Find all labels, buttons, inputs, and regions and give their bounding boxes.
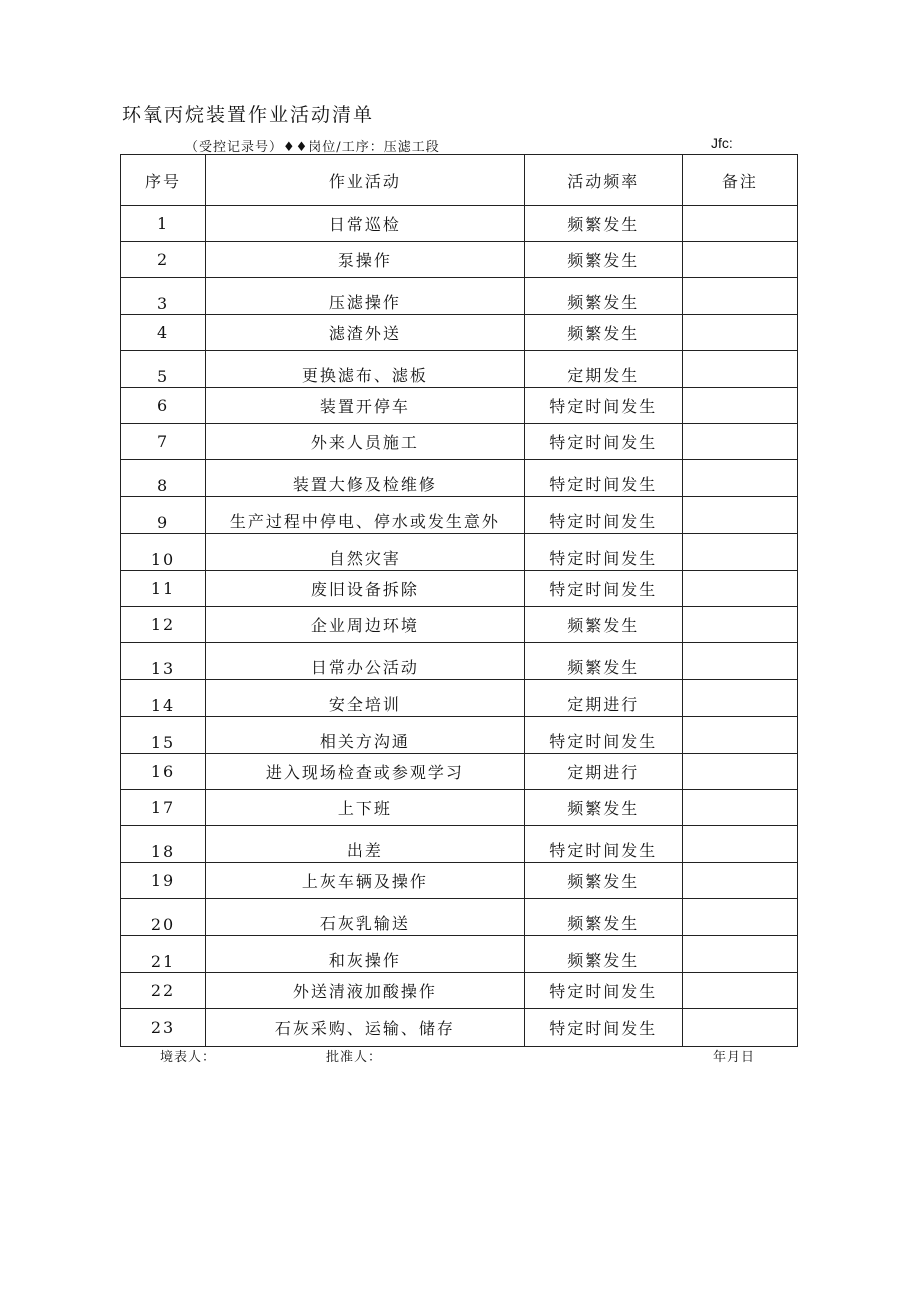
row-activity: 废旧设备拆除 <box>206 571 524 607</box>
table-header-row <box>121 155 798 206</box>
row-activity: 进入现场检查或参观学习 <box>206 754 524 790</box>
row-note <box>682 643 797 680</box>
table-row <box>121 571 798 607</box>
table-row <box>121 497 798 534</box>
row-no: 21 <box>121 936 206 973</box>
table-row <box>121 206 798 242</box>
row-note <box>682 497 797 534</box>
form-code: Jfc: <box>711 135 733 151</box>
table-row <box>121 351 798 388</box>
table-row <box>121 863 798 899</box>
row-frequency: 定期发生 <box>524 351 682 388</box>
row-frequency: 频繁发生 <box>524 899 682 936</box>
document-title: 环氧丙烷装置作业活动清单 <box>122 104 375 126</box>
row-frequency: 频繁发生 <box>524 863 682 899</box>
row-no: 3 <box>121 278 206 315</box>
row-frequency: 定期进行 <box>524 754 682 790</box>
row-frequency: 特定时间发生 <box>524 571 682 607</box>
row-activity: 装置开停车 <box>206 388 524 424</box>
row-no: 6 <box>121 388 206 424</box>
table-row <box>121 460 798 497</box>
row-no: 4 <box>121 315 206 351</box>
row-no: 16 <box>121 754 206 790</box>
row-frequency: 频繁发生 <box>524 790 682 826</box>
table-row <box>121 242 798 278</box>
row-frequency: 频繁发生 <box>524 607 682 643</box>
header-activity: 作业活动 <box>206 155 524 206</box>
row-no: 12 <box>121 607 206 643</box>
row-note <box>682 206 797 242</box>
row-activity: 企业周边环境 <box>206 607 524 643</box>
row-frequency: 特定时间发生 <box>524 534 682 571</box>
row-activity: 石灰采购、运输、储存 <box>206 1009 524 1047</box>
row-activity: 相关方沟通 <box>206 717 524 754</box>
date-label: 年月日 <box>713 1050 756 1065</box>
row-note <box>682 388 797 424</box>
row-note <box>682 790 797 826</box>
table-row <box>121 424 798 460</box>
row-note <box>682 973 797 1009</box>
row-frequency: 频繁发生 <box>524 315 682 351</box>
row-note <box>682 315 797 351</box>
row-no: 11 <box>121 571 206 607</box>
row-no: 20 <box>121 899 206 936</box>
approved-by-label: 批准人： <box>326 1050 383 1065</box>
table-row <box>121 1009 798 1047</box>
table-row <box>121 315 798 351</box>
row-frequency: 频繁发生 <box>524 242 682 278</box>
row-frequency: 特定时间发生 <box>524 973 682 1009</box>
row-activity: 出差 <box>206 826 524 863</box>
row-frequency: 频繁发生 <box>524 643 682 680</box>
row-note <box>682 899 797 936</box>
row-note <box>682 351 797 388</box>
row-frequency: 特定时间发生 <box>524 460 682 497</box>
row-activity: 石灰乳输送 <box>206 899 524 936</box>
row-frequency: 特定时间发生 <box>524 1009 682 1047</box>
row-no: 18 <box>121 826 206 863</box>
table-row <box>121 643 798 680</box>
table-row <box>121 680 798 717</box>
row-frequency: 特定时间发生 <box>524 424 682 460</box>
header-no: 序号 <box>121 155 206 206</box>
row-activity: 日常巡检 <box>206 206 524 242</box>
row-no: 17 <box>121 790 206 826</box>
row-note <box>682 607 797 643</box>
row-activity: 泵操作 <box>206 242 524 278</box>
row-no: 15 <box>121 717 206 754</box>
row-no: 9 <box>121 497 206 534</box>
row-no: 19 <box>121 863 206 899</box>
table-row <box>121 790 798 826</box>
table-row <box>121 826 798 863</box>
table-row <box>121 607 798 643</box>
row-no: 14 <box>121 680 206 717</box>
row-frequency: 特定时间发生 <box>524 388 682 424</box>
row-activity: 外送清液加酸操作 <box>206 973 524 1009</box>
row-note <box>682 717 797 754</box>
row-note <box>682 936 797 973</box>
row-activity: 上下班 <box>206 790 524 826</box>
table-row <box>121 973 798 1009</box>
row-no: 5 <box>121 351 206 388</box>
row-no: 1 <box>121 206 206 242</box>
row-note <box>682 278 797 315</box>
row-activity: 自然灾害 <box>206 534 524 571</box>
row-note <box>682 534 797 571</box>
row-no: 7 <box>121 424 206 460</box>
row-no: 22 <box>121 973 206 1009</box>
row-frequency: 特定时间发生 <box>524 497 682 534</box>
row-activity: 和灰操作 <box>206 936 524 973</box>
row-note <box>682 863 797 899</box>
row-activity: 滤渣外送 <box>206 315 524 351</box>
activity-table <box>120 154 798 1047</box>
row-note <box>682 242 797 278</box>
row-no: 23 <box>121 1009 206 1047</box>
header-note: 备注 <box>682 155 797 206</box>
prepared-by-label: 境表人： <box>160 1050 217 1065</box>
row-frequency: 频繁发生 <box>524 936 682 973</box>
table-row <box>121 388 798 424</box>
row-note <box>682 571 797 607</box>
row-frequency: 特定时间发生 <box>524 717 682 754</box>
row-note <box>682 826 797 863</box>
row-note <box>682 424 797 460</box>
row-activity: 装置大修及检维修 <box>206 460 524 497</box>
table-row <box>121 936 798 973</box>
row-activity: 日常办公活动 <box>206 643 524 680</box>
table-row <box>121 278 798 315</box>
row-frequency: 特定时间发生 <box>524 826 682 863</box>
row-note <box>682 460 797 497</box>
row-frequency: 频繁发生 <box>524 206 682 242</box>
row-no: 13 <box>121 643 206 680</box>
header-frequency: 活动频率 <box>524 155 682 206</box>
row-note <box>682 680 797 717</box>
table-row <box>121 899 798 936</box>
row-activity: 外来人员施工 <box>206 424 524 460</box>
row-no: 10 <box>121 534 206 571</box>
row-activity: 生产过程中停电、停水或发生意外 <box>206 497 524 534</box>
row-activity: 更换滤布、滤板 <box>206 351 524 388</box>
table-row <box>121 534 798 571</box>
row-activity: 安全培训 <box>206 680 524 717</box>
document-subtitle: （受控记录号）♦♦岗位/工序：压滤工段 <box>185 140 440 155</box>
table-row <box>121 754 798 790</box>
row-no: 8 <box>121 460 206 497</box>
row-note <box>682 754 797 790</box>
row-activity: 压滤操作 <box>206 278 524 315</box>
row-note <box>682 1009 797 1047</box>
row-no: 2 <box>121 242 206 278</box>
row-activity: 上灰车辆及操作 <box>206 863 524 899</box>
row-frequency: 定期进行 <box>524 680 682 717</box>
table-row <box>121 717 798 754</box>
row-frequency: 频繁发生 <box>524 278 682 315</box>
